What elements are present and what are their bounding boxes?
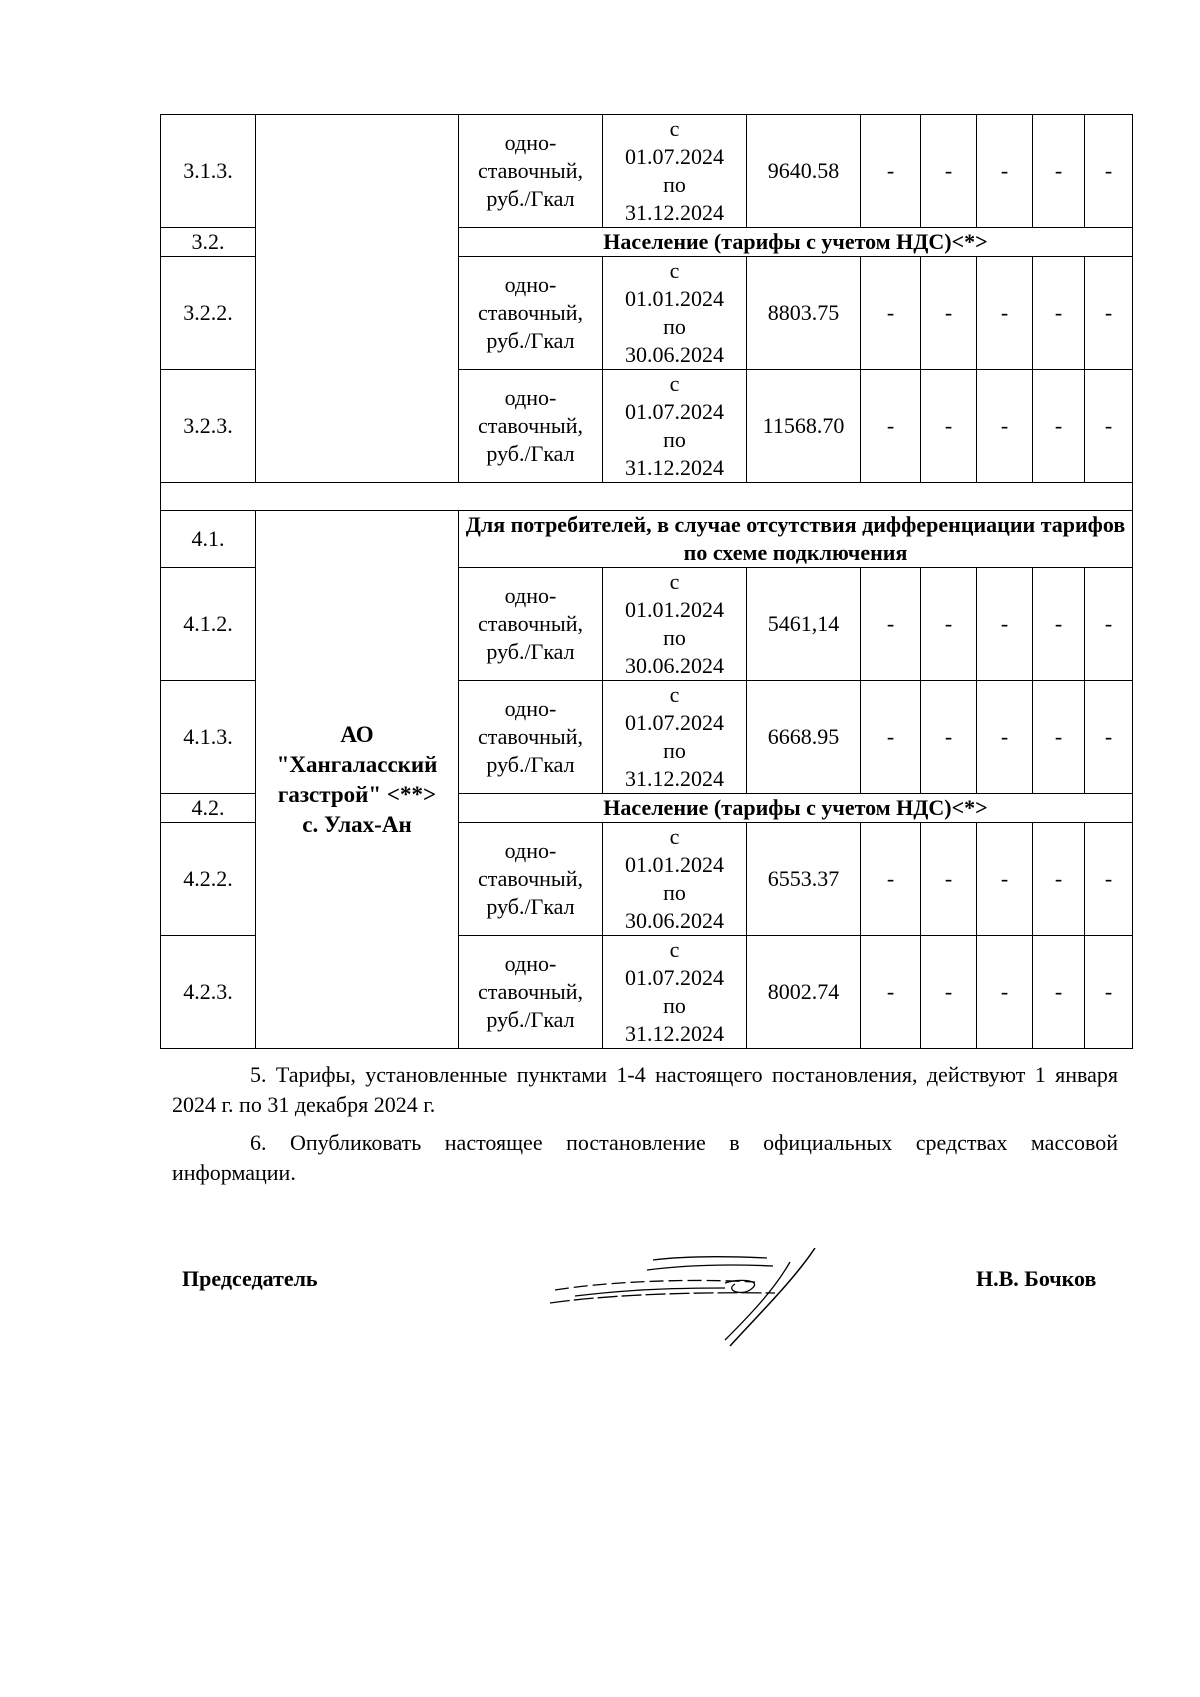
org-name-line: "Хангаласский <box>276 751 438 777</box>
period-line: 30.06.2024 <box>625 342 724 367</box>
tariff-type-line: руб./Гкал <box>486 752 575 777</box>
period-line: 01.07.2024 <box>625 710 724 735</box>
empty-value: - <box>1033 257 1085 370</box>
tariff-type <box>459 257 603 370</box>
empty-value: - <box>1033 936 1085 1049</box>
empty-value: - <box>977 568 1033 681</box>
empty-value: - <box>1033 823 1085 936</box>
tariff-type <box>459 823 603 936</box>
empty-value: - <box>861 257 921 370</box>
tariff-type-line: ставочный, <box>478 724 583 749</box>
tariff-type <box>459 568 603 681</box>
tariff-type-line: руб./Гкал <box>486 894 575 919</box>
empty-value: - <box>861 936 921 1049</box>
empty-value: - <box>1085 936 1133 1049</box>
empty-value: - <box>977 257 1033 370</box>
period-line: с <box>669 824 680 849</box>
period-line: 01.07.2024 <box>625 965 724 990</box>
empty-value: - <box>1085 370 1133 483</box>
tariff-type-line: одно- <box>504 385 557 410</box>
period-line: с <box>669 569 680 594</box>
empty-value: - <box>1033 115 1085 228</box>
signature-name: Н.В. Бочков <box>976 1266 1097 1291</box>
tariff-value: 8002.74 <box>747 936 861 1049</box>
tariff-period <box>603 936 747 1049</box>
period-line: по <box>663 738 686 763</box>
empty-value: - <box>1085 681 1133 794</box>
empty-value: - <box>921 370 977 483</box>
tariff-value: 9640.58 <box>747 115 861 228</box>
period-line: по <box>663 993 686 1018</box>
tariff-type-line: ставочный, <box>478 413 583 438</box>
empty-value: - <box>861 370 921 483</box>
tariff-table <box>160 114 1133 1049</box>
section-heading: Для потребителей, в случае отсутствия дифференциации тарифов по схеме подключения <box>459 511 1133 568</box>
empty-value: - <box>921 568 977 681</box>
row-number: 4.2. <box>161 794 256 823</box>
empty-value: - <box>1085 823 1133 936</box>
period-line: с <box>669 682 680 707</box>
empty-value: - <box>921 823 977 936</box>
tariff-value: 6553.37 <box>747 823 861 936</box>
row-number: 4.1. <box>161 511 256 568</box>
tariff-type-line: ставочный, <box>478 866 583 891</box>
tariff-value: 8803.75 <box>747 257 861 370</box>
org-name-line: газстрой" <**> <box>277 781 437 807</box>
tariff-value: 11568.70 <box>747 370 861 483</box>
tariff-type-line: руб./Гкал <box>486 441 575 466</box>
empty-value: - <box>1033 370 1085 483</box>
period-line: по <box>663 172 686 197</box>
empty-value: - <box>1085 568 1133 681</box>
tariff-type-line: ставочный, <box>478 158 583 183</box>
empty-value: - <box>921 257 977 370</box>
period-line: 01.01.2024 <box>625 286 724 311</box>
tariff-period <box>603 568 747 681</box>
handwritten-signature <box>535 1248 835 1348</box>
tariff-type-line: одно- <box>504 838 557 863</box>
period-line: 31.12.2024 <box>625 455 724 480</box>
empty-value: - <box>977 370 1033 483</box>
tariff-period <box>603 370 747 483</box>
row-number: 4.1.3. <box>161 681 256 794</box>
row-number: 3.2.2. <box>161 257 256 370</box>
empty-value: - <box>977 115 1033 228</box>
period-line: с <box>669 371 680 396</box>
empty-value: - <box>861 568 921 681</box>
table-row <box>161 115 1133 228</box>
paragraph-5: 5. Тарифы, установленные пунктами 1-4 настоящего постановления, действуют 1 января 2024 г. по 31 декабря 2024 г. <box>172 1062 1118 1117</box>
empty-value: - <box>921 115 977 228</box>
tariff-type-line: одно- <box>504 272 557 297</box>
tariff-type-line: руб./Гкал <box>486 328 575 353</box>
period-line: по <box>663 880 686 905</box>
tariff-type-line: руб./Гкал <box>486 1007 575 1032</box>
tariff-type-line: ставочный, <box>478 300 583 325</box>
row-number: 4.2.2. <box>161 823 256 936</box>
section-heading: Население (тарифы с учетом НДС)<*> <box>459 228 1133 257</box>
period-line: 31.12.2024 <box>625 766 724 791</box>
signature-position: Председатель <box>182 1266 318 1291</box>
period-line: 30.06.2024 <box>625 653 724 678</box>
empty-value: - <box>1085 115 1133 228</box>
org-name-line: АО <box>340 721 374 747</box>
empty-value: - <box>861 823 921 936</box>
org-cell-4 <box>256 511 459 1049</box>
row-number: 4.1.2. <box>161 568 256 681</box>
empty-value: - <box>921 681 977 794</box>
period-line: 31.12.2024 <box>625 200 724 225</box>
section-heading: Население (тарифы с учетом НДС)<*> <box>459 794 1133 823</box>
period-line: по <box>663 314 686 339</box>
org-cell-3 <box>256 115 459 483</box>
tariff-period <box>603 257 747 370</box>
tariff-type-line: руб./Гкал <box>486 639 575 664</box>
tariff-type <box>459 115 603 228</box>
tariff-value: 6668.95 <box>747 681 861 794</box>
period-line: 01.07.2024 <box>625 144 724 169</box>
tariff-period <box>603 115 747 228</box>
empty-value: - <box>1033 568 1085 681</box>
tariff-type-line: ставочный, <box>478 979 583 1004</box>
tariff-period <box>603 681 747 794</box>
row-number: 3.2.3. <box>161 370 256 483</box>
tariff-type-line: руб./Гкал <box>486 186 575 211</box>
empty-value: - <box>977 936 1033 1049</box>
paragraph-6: 6. Опубликовать настоящее постановление в официальных средствах массовой информации. <box>172 1130 1118 1185</box>
tariff-type-line: одно- <box>504 583 557 608</box>
tariff-type-line: одно- <box>504 696 557 721</box>
period-line: 01.07.2024 <box>625 399 724 424</box>
empty-value: - <box>1033 681 1085 794</box>
empty-value: - <box>921 936 977 1049</box>
tariff-type <box>459 370 603 483</box>
empty-value: - <box>861 681 921 794</box>
period-line: с <box>669 937 680 962</box>
period-line: с <box>669 116 680 141</box>
period-line: с <box>669 258 680 283</box>
empty-value: - <box>977 681 1033 794</box>
org-name-line: с. Улах-Ан <box>302 811 412 837</box>
empty-value: - <box>1085 257 1133 370</box>
tariff-period <box>603 823 747 936</box>
tariff-type-line: одно- <box>504 130 557 155</box>
row-number: 4.2.3. <box>161 936 256 1049</box>
row-number: 3.2. <box>161 228 256 257</box>
period-line: 01.01.2024 <box>625 852 724 877</box>
section-row <box>161 511 1133 568</box>
period-line: по <box>663 427 686 452</box>
period-line: 01.01.2024 <box>625 597 724 622</box>
tariff-type <box>459 936 603 1049</box>
tariff-type <box>459 681 603 794</box>
tariff-type-line: ставочный, <box>478 611 583 636</box>
period-line: 30.06.2024 <box>625 908 724 933</box>
tariff-value: 5461,14 <box>747 568 861 681</box>
separator-cell <box>161 483 1133 511</box>
separator-row <box>161 483 1133 511</box>
empty-value: - <box>977 823 1033 936</box>
empty-value: - <box>861 115 921 228</box>
tariff-type-line: одно- <box>504 951 557 976</box>
row-number: 3.1.3. <box>161 115 256 228</box>
period-line: по <box>663 625 686 650</box>
period-line: 31.12.2024 <box>625 1021 724 1046</box>
